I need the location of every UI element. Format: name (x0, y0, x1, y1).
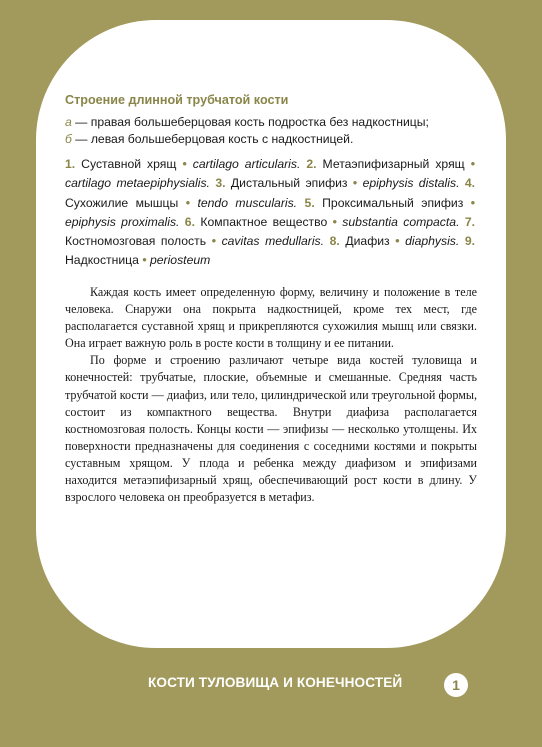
part-item: 1. Суставной хрящ • cartilago articularis. (65, 157, 301, 171)
part-item: 9. Надкостница • periosteum (65, 234, 476, 268)
part-item: 8. Диафиз • diaphysis. (329, 234, 460, 249)
legend-text: — правая большеберцовая кость подростка без надкостницы; (71, 115, 429, 129)
legend-letter: б (65, 131, 72, 146)
paragraph: Каждая кость имеет определенную форму, величину и положение в теле человека. Снаружи она покрыта надкостницей, кроме тех мест, где располагается суставной хрящ и прикрепляются сухожилия мышц или связки. Она играет важную роль в росте кости в толщину и ее питании. (65, 285, 477, 351)
parts-list (65, 155, 475, 271)
part-item: 5. Проксимальный эпифиз • epiphysis proximalis. (65, 195, 476, 229)
part-item: 6. Компактное вещество • substantia compacta. (184, 214, 460, 229)
figure-caption (65, 92, 475, 271)
part-item: 2. Метаэпифизарный хрящ • cartilago metaepiphysialis. (65, 157, 475, 191)
part-item: 7. Костномозговая полость • cavitas medullaris. (65, 214, 475, 249)
part-item: 3. Дистальный эпифиз • epiphysis distalis. (215, 176, 460, 191)
legend-line-b (65, 131, 475, 148)
legend-text: — левая большеберцовая кость с надкостницей. (71, 131, 354, 146)
page-number-badge: 1 (444, 673, 468, 697)
paragraph: По форме и строению различают четыре вида костей туловища и конечностей: трубчатые, плоские, объемные и смешанные. Средняя часть трубчатой кости — диафиз, или тело, цилиндрической или треугольной формы, состоит из компактного вещества. Внутри диафиза располагается костномозговая полость. Концы кости — эпифизы — несколько утолщены. Их поверхности предназначены для соединения с соседними костями и покрыты суставным хрящом. У плода и ребенка между диафизом и эпифизами находится метаэпифизарный хрящ, обеспечивающий рост кости в длину. У взрослого человека он преобразуется в метафиз. (65, 353, 477, 505)
legend-letter: а (65, 115, 72, 129)
part-item: 4. Сухожилие мышцы • tendo muscularis. (65, 176, 476, 210)
caption-title: Строение длинной трубчатой кости (65, 93, 289, 107)
legend-line-a (65, 114, 475, 131)
body-text (65, 284, 477, 506)
section-title: КОСТИ ТУЛОВИЩА И КОНЕЧНОСТЕЙ (148, 675, 403, 690)
